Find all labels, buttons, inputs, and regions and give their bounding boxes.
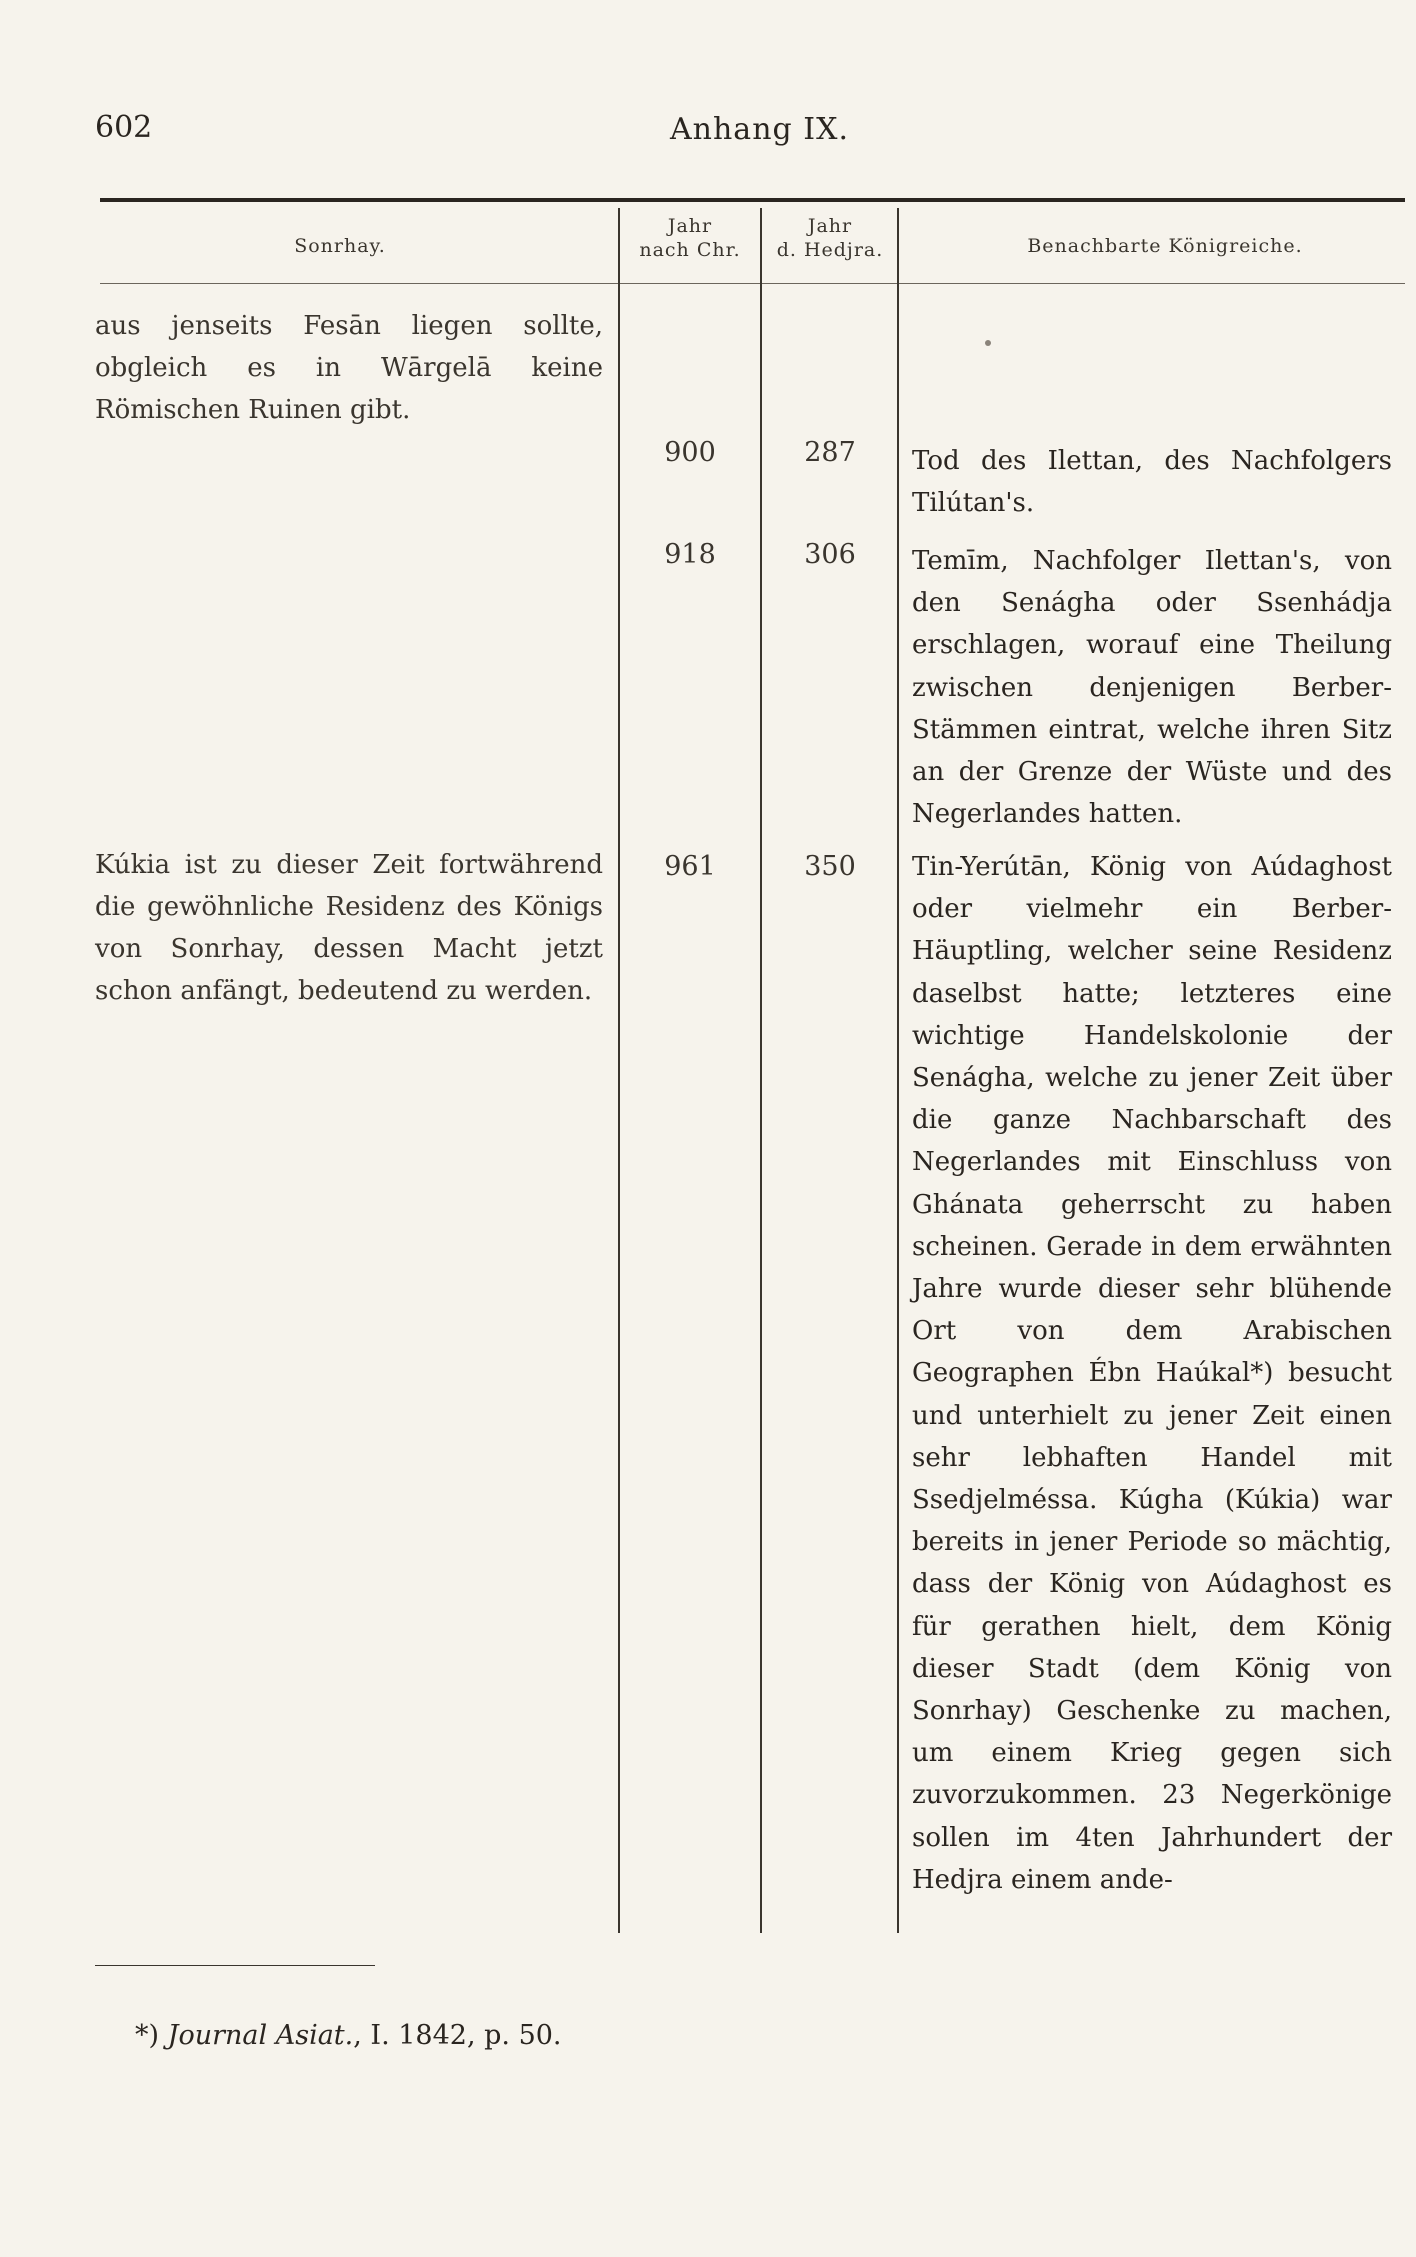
left-entry-2-text: Kúkia ist zu dieser Zeit fortwährend die gewöhnliche Residenz des Königs von Sonrhay, dessen Macht jetzt schon anfängt, bedeutend zu werden.	[95, 850, 603, 1006]
entry-918	[912, 540, 1392, 835]
col-head-jahr-hedjra-l2: d. Hedjra.	[776, 239, 884, 261]
col-head-jahr-hedjra	[755, 214, 905, 262]
left-entry-2	[95, 844, 603, 1012]
left-entry-1	[95, 305, 603, 431]
year-chr-918: 918	[664, 539, 716, 570]
entry-918-text: Temīm, Nachfolger Ilettan's, von den Senágha oder Ssenhádja erschlagen, worauf eine Theilung zwischen denjenigen Berber-Stämmen eintrat, welche ihren Sitz an der Grenze der Wüste und des Negerlandes hatten.	[912, 546, 1392, 830]
page-number: 602	[95, 110, 153, 145]
col-head-sonrhay: Sonrhay.	[294, 235, 386, 257]
footnote-rule	[95, 1965, 375, 1966]
left-entry-1-text: aus jenseits Fesān liegen sollte, obgleich es in Wārgelā keine Römischen Ruinen gibt.	[95, 311, 603, 425]
footnote-marker: *)	[135, 2020, 160, 2051]
year-chr-961: 961	[664, 851, 716, 882]
header-rule	[100, 283, 1405, 284]
entry-900	[912, 440, 1392, 524]
year-chr-900: 900	[664, 437, 716, 468]
column-divider-3	[897, 208, 899, 1933]
footnote	[135, 2020, 562, 2051]
column-divider-2	[760, 208, 762, 1933]
top-rule	[100, 198, 1405, 202]
footnote-source: Journal Asiat.	[167, 2020, 354, 2051]
col-head-jahr-chr-l2: nach Chr.	[639, 239, 741, 261]
running-title: Anhang IX.	[670, 112, 849, 147]
year-hedjra-306: 306	[804, 539, 856, 570]
column-divider-1	[618, 208, 620, 1933]
col-head-jahr-hedjra-l1: Jahr	[807, 215, 853, 237]
entry-961-text: Tin-Yerútān, König von Aúdaghost oder vielmehr ein Berber-Häuptling, welcher seine Residenz daselbst hatte; letzteres eine wichtige Handelskolonie der Senágha, welche zu jener Zeit über die ganze Nachbarschaft des Negerlandes mit Einschluss von Ghánata geherrscht zu haben scheinen. Gerade in dem erwähnten Jahre wurde dieser sehr blühende Ort von dem Arabischen Geographen Ébn Haúkal*) besucht und unterhielt zu jener Zeit einen sehr lebhaften Handel mit Ssedjelméssa. Kúgha (Kúkia) war bereits in jener Periode so mächtig, dass der König von Aúdaghost es für gerathen hielt, dem König dieser Stadt (dem König von Sonrhay) Geschenke zu machen, um einem Krieg gegen sich zuvorzukommen. 23 Negerkönige sollen im 4ten Jahrhundert der Hedjra einem ande-	[912, 852, 1392, 1895]
footnote-rest: , I. 1842, p. 50.	[353, 2020, 562, 2051]
col-head-jahr-chr-l1: Jahr	[667, 215, 713, 237]
year-hedjra-287: 287	[804, 437, 856, 468]
entry-961	[912, 846, 1392, 1901]
col-head-koenigreiche: Benachbarte Königreiche.	[1027, 235, 1303, 257]
col-head-jahr-chr	[615, 214, 765, 262]
entry-900-text: Tod des Ilettan, des Nachfolgers Tilútan's.	[912, 446, 1392, 519]
dot-mark	[985, 340, 991, 346]
year-hedjra-350: 350	[804, 851, 856, 882]
